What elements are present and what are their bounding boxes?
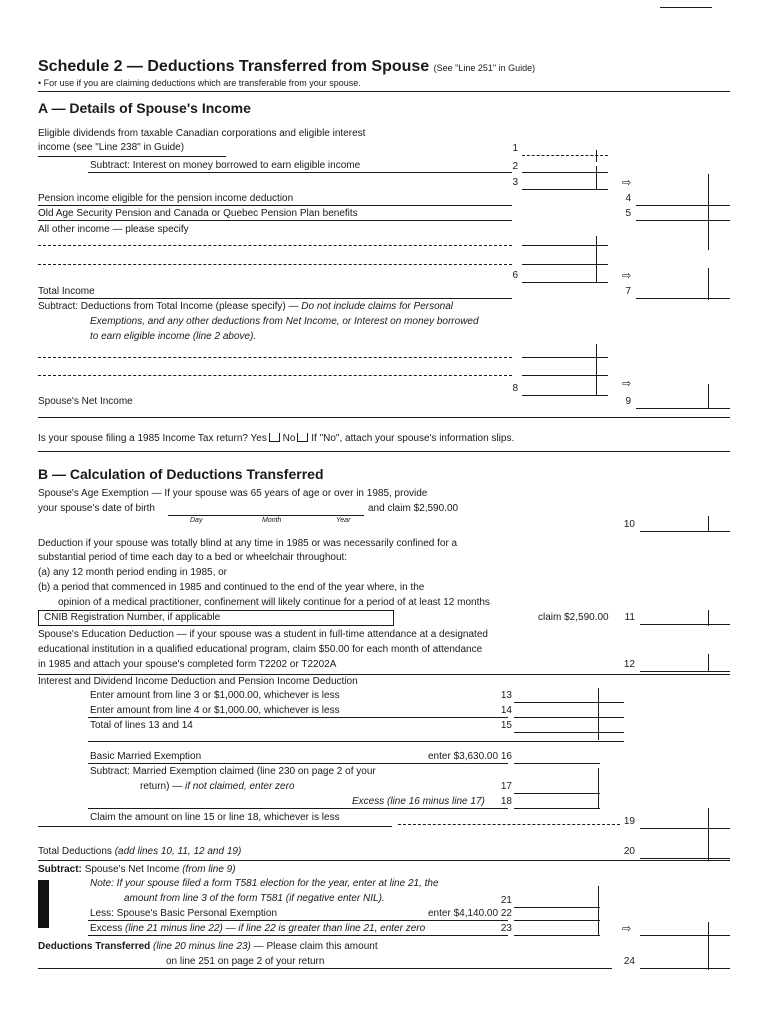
basic-married-amount: enter $3,630.00 [428,751,499,762]
arrow-icon: ⇨ [622,270,632,282]
age-exemption-text-2: your spouse's date of birth [38,503,155,514]
rule [88,763,508,764]
blind-claim-text: claim $2,590.00 [538,612,609,623]
amount-field-18[interactable] [514,808,600,809]
line-number-24: 24 [623,956,635,967]
rule [88,935,508,936]
arrow-icon: ⇨ [622,177,632,189]
rule [88,741,624,742]
date-of-birth-field[interactable] [168,515,364,516]
subtract-deductions-text [38,301,453,313]
margin-bar [38,880,49,928]
other-income-text: All other income — please specify [38,224,189,235]
amount-field-17[interactable] [514,793,600,794]
cents-divider [708,654,709,672]
rule [38,205,512,206]
excess-23-text [90,923,425,935]
cents-divider [598,688,599,740]
line-number-20: 20 [623,846,635,857]
blind-option-b-2: opinion of a medical practitioner, confinement will likely continue for a period of at least 12 months [58,597,490,608]
leader-line [398,824,620,825]
guide-reference: (See "Line 251" in Guide) [433,63,536,73]
rule [88,920,508,921]
deductions-note: Do not include claims for Personal [301,301,454,312]
line-number-22: 22 [500,908,512,919]
cents-divider [598,886,599,936]
education-deduction-text-2: educational institution in a qualified educational program, claim $50.00 for each month of attendance [38,644,483,655]
rule [38,674,730,675]
line-number-16: 16 [500,751,512,762]
line-number-9: 9 [625,396,631,407]
line-number-8: 8 [512,383,518,394]
filing-question-text: Is your spouse filing a 1985 Income Tax return? [38,433,248,444]
age-exemption-text: Spouse's Age Exemption — If your spouse was 65 years of age or over in 1985, provide [38,488,428,499]
married-claimed-text: Subtract: Married Exemption claimed (line 230 on page 2 of your [90,766,376,777]
subtract-net-income-label: Spouse's Net Income [84,864,180,875]
deductions-transferred-text-2: on line 251 on page 2 of your return [166,956,325,967]
subtract-deductions-label: Subtract: Deductions from Total Income (please specify) — [38,301,299,312]
filing-no-label: No [282,433,296,444]
amount-field-11[interactable] [640,624,730,625]
line-number-6: 6 [512,270,518,281]
amount-field-16[interactable] [514,763,600,764]
line-number-18: 18 [500,796,512,807]
less-basic-text: Less: Spouse's Basic Personal Exemption [90,908,278,919]
deductions-transferred-text [38,941,378,953]
line-number-15: 15 [500,720,512,731]
amount-field-23[interactable] [514,935,600,936]
married-claimed-text-2 [140,781,295,793]
line-14-text: Enter amount from line 4 or $1,000.00, whichever is less [90,705,340,716]
line-13-text: Enter amount from line 3 or $1,000.00, whichever is less [90,690,340,701]
total-deductions-text [38,846,241,858]
rule [88,717,508,718]
rule [38,156,226,157]
other-income-line-2[interactable] [38,264,512,265]
day-label: Day [190,517,203,524]
amount-field-9[interactable] [636,408,730,409]
spouse-net-income-text: Spouse's Net Income [38,396,133,407]
cents-divider [596,236,597,282]
claim-19-text: Claim the amount on line 15 or line 18, whichever is less [90,812,340,823]
interest-dividend-heading: Interest and Dividend Income Deduction and Pension Income Deduction [38,676,358,687]
line-number-7: 7 [625,286,631,297]
blind-option-a: (a) any 12 month period ending in 1985, or [38,567,228,578]
line-number-5: 5 [625,208,631,219]
amount-field-13[interactable] [514,702,624,703]
excess-23-label: Excess [90,923,123,934]
amount-field-10[interactable] [640,531,730,532]
t581-note: Note: If your spouse filed a form T581 election for the year, enter at line 21, the [90,878,439,889]
amount-field-24[interactable] [640,968,730,969]
deductions-transferred-instruction: Please claim this amount [266,941,378,952]
excess-18-text: Excess (line 16 minus line 17) [352,796,485,807]
line-number-21: 21 [500,895,512,906]
cents-divider [708,268,709,300]
filing-no-checkbox[interactable] [297,433,308,442]
rule [38,91,730,92]
subtract-net-label: Subtract: [38,864,82,875]
amount-field-deduction-2[interactable] [522,375,608,376]
amount-field-12[interactable] [640,671,730,672]
amount-field-other-2[interactable] [522,264,608,265]
age-claim-text: and claim $2,590.00 [368,503,459,514]
line-number-10: 10 [623,519,635,530]
less-basic-amount: enter $4,140.00 [428,908,499,919]
line-number-2: 2 [512,161,518,172]
line-number-17: 17 [500,781,512,792]
amount-field-15[interactable] [514,732,624,733]
education-deduction-text: Spouse's Education Deduction — if your spouse was a student in full-time attendance at a designated [38,629,488,640]
schedule-title-text: Schedule 2 — Deductions Transferred from Spouse [38,58,430,75]
cents-divider [708,922,709,970]
married-claimed-note: if not claimed, enter zero [185,781,295,792]
cents-divider [708,174,709,250]
rule [38,417,730,418]
rule [38,968,612,969]
month-label: Month [262,517,282,524]
rule [38,860,730,861]
rule [38,298,512,299]
cents-divider [708,808,709,860]
blind-deduction-text: Deduction if your spouse was totally blind at any time in 1985 or was necessarily confined for a [38,538,458,549]
deductions-transferred-note: (line 20 minus line 23) — [153,941,264,952]
rule [38,826,392,827]
amount-field-20[interactable] [640,858,730,859]
cnib-label: CNIB Registration Number, if applicable [44,612,221,623]
blind-option-b: (b) a period that commenced in 1985 and continued to the end of the year where, in the [38,582,425,593]
total-income-text: Total Income [38,286,95,297]
amount-field-19[interactable] [640,828,730,829]
total-deductions-label: Total Deductions [38,846,112,857]
subtract-interest-text: Subtract: Interest on money borrowed to earn eligible income [90,160,361,171]
section-a-heading: A — Details of Spouse's Income [38,100,251,116]
schedule-subtitle: • For use if you are claiming deductions which are transferable from your spouse. [38,78,361,88]
rule [38,451,730,452]
amount-field-7[interactable] [636,298,730,299]
line-number-14: 14 [500,705,512,716]
amount-field-21[interactable] [514,907,600,908]
eligible-dividends-text: Eligible dividends from taxable Canadian corporations and eligible interest [38,128,366,139]
t581-note-2: amount from line 3 of the form T581 (if negative enter NIL). [124,893,385,904]
line-number-19: 19 [623,816,635,827]
amount-field-22[interactable] [514,920,600,921]
deductions-line[interactable] [38,357,512,358]
line-number-4: 4 [625,193,631,204]
cents-divider [596,344,597,396]
basic-married-text: Basic Married Exemption [90,751,202,762]
line-number-1: 1 [512,143,518,154]
oas-cpp-text: Old Age Security Pension and Canada or Quebec Pension Plan benefits [38,208,358,219]
line-number-3: 3 [512,177,518,188]
subtract-net-income-text [38,864,236,876]
subtract-net-income-note: (from line 9) [182,864,236,875]
eligible-dividends-text-2: income (see "Line 238" in Guide) [38,142,185,153]
amount-field-14[interactable] [514,717,624,718]
filing-yes-checkbox[interactable] [269,433,280,442]
deductions-transferred-label: Deductions Transferred [38,941,151,952]
amount-field-4[interactable] [636,205,730,206]
line-15-text: Total of lines 13 and 14 [90,720,193,731]
amount-field-8[interactable] [522,395,608,396]
excess-23-note: (line 21 minus line 22) — if line 22 is greater than line 21, enter zero [125,923,426,934]
cents-divider [596,166,597,190]
pension-income-text: Pension income eligible for the pension income deduction [38,193,294,204]
other-income-line[interactable] [38,245,512,246]
amount-field-6[interactable] [522,282,608,283]
blind-deduction-text-2: substantial period of time each day to a bed or wheelchair throughout: [38,552,348,563]
deductions-note-3: to earn eligible income (line 2 above). [90,331,257,342]
filing-yes-label: Yes [250,433,267,444]
total-deductions-note: (add lines 10, 11, 12 and 19) [114,846,242,857]
rule [640,935,730,936]
year-label: Year [336,517,351,524]
filing-note: If "No", attach your spouse's information slips. [311,433,515,444]
married-claimed-label: return) — [140,781,183,792]
deductions-note-2: Exemptions, and any other deductions from Net Income, or Interest on money borrowed [90,316,479,327]
filing-question [38,433,514,445]
amount-field-5[interactable] [636,220,730,221]
cents-divider [708,384,709,408]
rule [38,220,512,221]
rule [88,808,508,809]
line-number-23: 23 [500,923,512,934]
arrow-icon: ⇨ [622,378,632,390]
cents-divider [596,150,597,162]
amount-field-3[interactable] [522,189,608,190]
schedule-title [38,57,535,78]
line-number-11: 11 [624,612,635,623]
cents-divider [708,516,709,532]
line-number-12: 12 [623,659,635,670]
scan-mark [660,7,712,8]
section-b-heading: B — Calculation of Deductions Transferred [38,466,324,482]
arrow-icon: ⇨ [622,923,632,935]
line-number-13: 13 [500,690,512,701]
education-deduction-text-3: in 1985 and attach your spouse's completed form T2202 or T2202A [38,659,337,670]
rule [88,172,512,173]
cents-divider [598,768,599,808]
cents-divider [708,610,709,626]
deductions-line-2[interactable] [38,375,512,376]
